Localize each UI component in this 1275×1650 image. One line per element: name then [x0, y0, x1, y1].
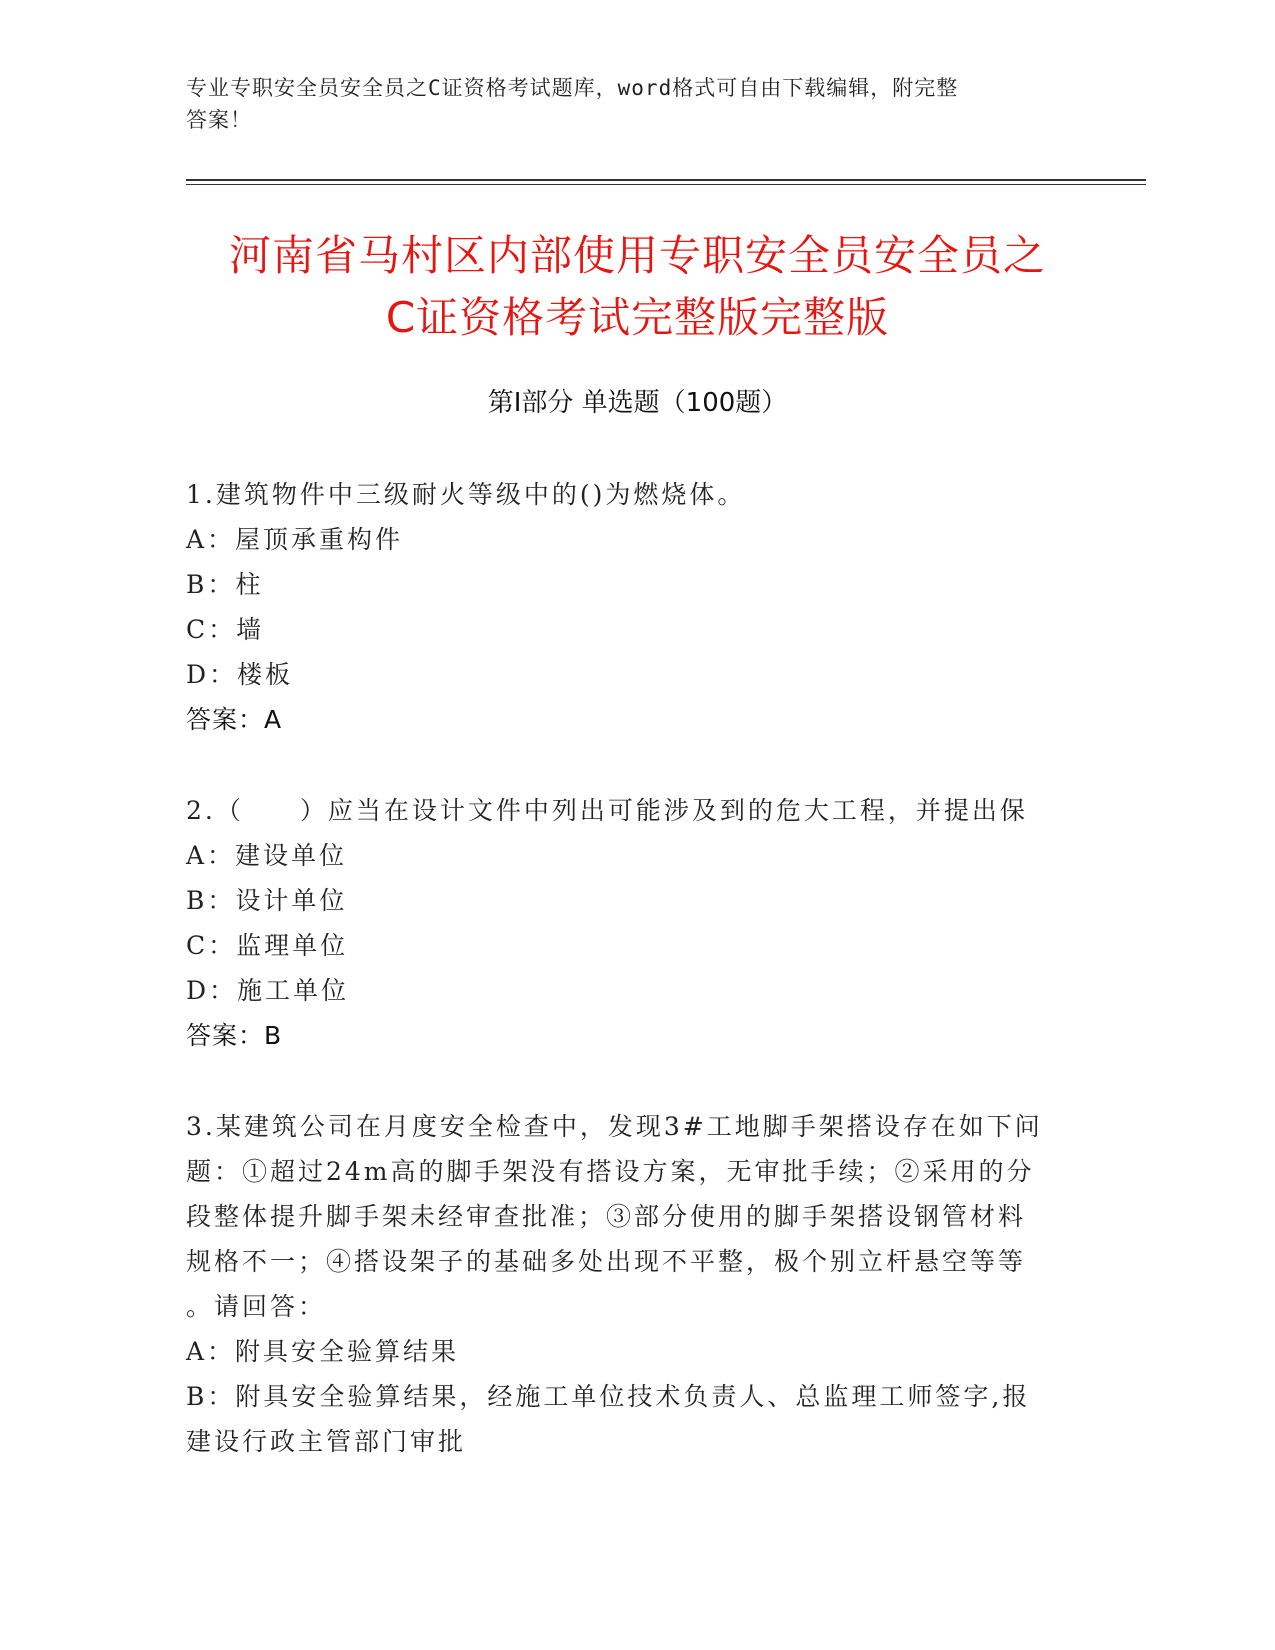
- question-stem: 1.建筑物件中三级耐火等级中的()为燃烧体。: [186, 480, 746, 509]
- option-a: A：附具安全验算结果: [186, 1337, 460, 1366]
- header-note: [186, 72, 1066, 136]
- option-b: B：附具安全验算结果，经施工单位技术负责人、总监理工师签字,报: [186, 1382, 1031, 1411]
- question-stem-line: 规格不一；④搭设架子的基础多处出现不平整，极个别立杆悬空等等: [186, 1247, 1027, 1276]
- document-title-line: C证资格考试完整版完整版: [385, 293, 890, 342]
- question-stem-line: 段整体提升脚手架未经审查批准；③部分使用的脚手架搭设钢管材料: [186, 1202, 1027, 1231]
- option-d: D：施工单位: [186, 976, 350, 1005]
- option-c: C：墙: [186, 615, 265, 644]
- header-divider-thick: [186, 179, 1146, 181]
- question-stem: 2.（ ）应当在设计文件中列出可能涉及到的危大工程，并提出保: [186, 796, 1028, 825]
- option-d: D：楼板: [186, 660, 294, 689]
- option-c: C：监理单位: [186, 931, 349, 960]
- answer-line: 答案：B: [186, 1021, 283, 1050]
- question-item: [186, 1104, 1066, 1464]
- question-stem-line: 。请回答：: [186, 1292, 327, 1321]
- header-divider-thin: [186, 184, 1146, 185]
- option-b: B：设计单位: [186, 886, 348, 915]
- answer-line: 答案：A: [186, 705, 283, 734]
- question-stem-line: 3.某建筑公司在月度安全检查中，发现3#工地脚手架搭设存在如下问: [186, 1112, 1043, 1141]
- question-list: [186, 472, 1066, 1510]
- option-a: A：建设单位: [186, 841, 348, 870]
- question-stem-line: 题：①超过24m高的脚手架没有搭设方案，无审批手续；②采用的分: [186, 1157, 1035, 1186]
- document-title: [160, 225, 1115, 349]
- question-item: [186, 788, 1066, 1058]
- header-note-line: 答案！: [186, 108, 252, 132]
- option-b-continued: 建设行政主管部门审批: [186, 1427, 467, 1456]
- option-a: A：屋顶承重构件: [186, 525, 404, 554]
- question-item: [186, 472, 1066, 742]
- document-title-line: 河南省马村区内部使用专职安全员安全员之: [228, 231, 1046, 280]
- section-heading: 第Ⅰ部分 单选题（100题）: [487, 388, 788, 418]
- header-note-line: 专业专职安全员安全员之C证资格考试题库，word格式可自由下载编辑，附完整: [186, 76, 959, 100]
- option-b: B：柱: [186, 570, 264, 599]
